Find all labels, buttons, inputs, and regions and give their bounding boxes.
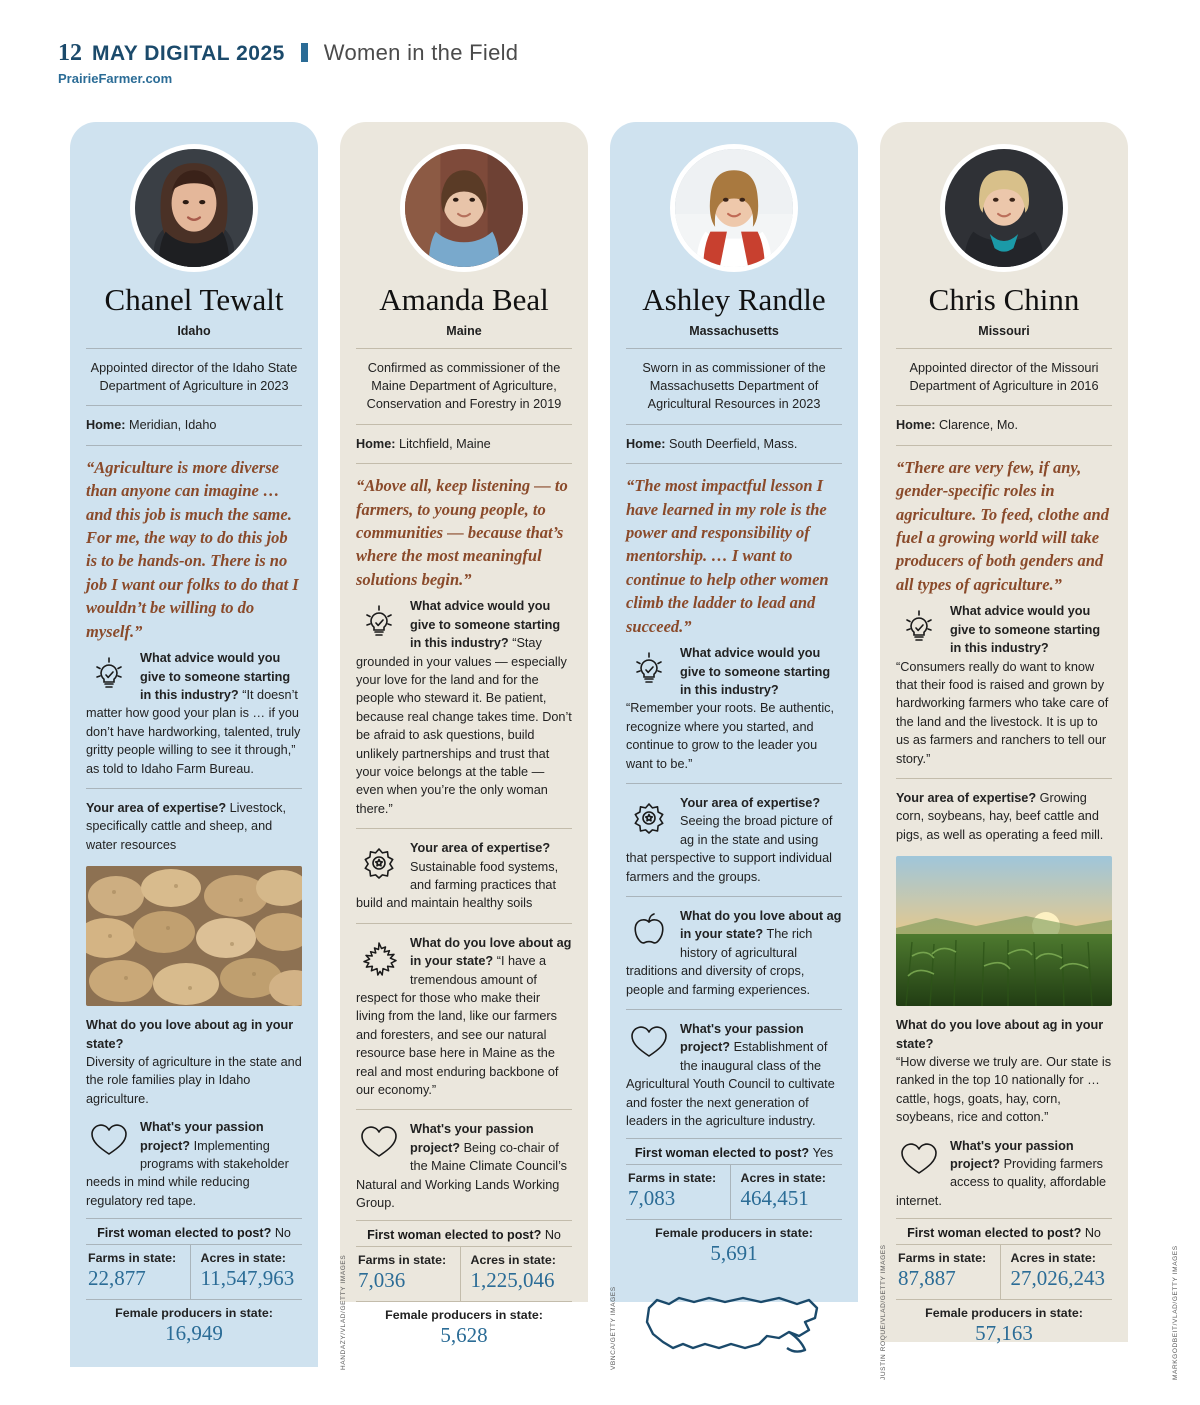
divider-bar bbox=[301, 43, 308, 62]
website-url[interactable]: PrairieFarmer.com bbox=[58, 71, 173, 86]
profile-card-chris-chinn bbox=[880, 122, 1128, 1346]
stats-block bbox=[626, 1138, 842, 1370]
stat-row bbox=[626, 1165, 842, 1219]
qa-advice bbox=[86, 649, 302, 778]
stats-block bbox=[86, 1218, 302, 1350]
page-header bbox=[58, 40, 1148, 86]
pull-quote: “Agriculture is more diverse than anyone can imagine … and this job is much the same. For me, the way to do this job is to be hands-on. There is no job I want our folks to do that I wouldn’t be willing to do myself.” bbox=[86, 457, 299, 641]
female-producers-label: Female producers in state: bbox=[115, 1306, 273, 1321]
female-producers-value: 5,691 bbox=[710, 1241, 758, 1266]
maple-leaf-icon bbox=[356, 936, 402, 982]
home-value: Meridian, Idaho bbox=[129, 418, 217, 433]
issue-label: MAY DIGITAL 2025 bbox=[92, 42, 285, 65]
profile-card-ashley-randle bbox=[610, 122, 858, 1302]
qa-passion bbox=[86, 1118, 302, 1210]
expertise-answer: Seeing the broad picture of ag in the state and using that perspective to support individual farmers and the groups. bbox=[626, 814, 833, 884]
advice-answer: “Consumers really do want to know that their food is raised and grown by hardworking farmers who take care of the land and the livestock. It is up to us as farmers and ranchers to tell our story.” bbox=[896, 659, 1109, 766]
expertise-question: Your area of expertise? bbox=[86, 800, 227, 815]
photo-credit-3: JUSTIN ROQUE/VLAD/GETTY IMAGES bbox=[880, 1244, 887, 1380]
profile-name: Chanel Tewalt bbox=[104, 282, 284, 317]
heart-icon bbox=[896, 1139, 942, 1185]
stat-female-producers bbox=[86, 1300, 302, 1350]
stat-acres bbox=[730, 1165, 843, 1219]
acres-value: 464,451 bbox=[740, 1186, 809, 1211]
qa-advice bbox=[896, 602, 1112, 768]
divider bbox=[626, 424, 842, 425]
qa-advice bbox=[356, 597, 572, 818]
stat-acres bbox=[190, 1245, 303, 1299]
profile-name: Chris Chinn bbox=[928, 282, 1080, 317]
divider bbox=[356, 923, 572, 924]
stat-female-producers bbox=[626, 1220, 842, 1270]
qa-expertise bbox=[356, 839, 572, 913]
lightbulb-icon bbox=[626, 646, 672, 692]
stat-row bbox=[356, 1247, 572, 1301]
stat-acres bbox=[1000, 1245, 1113, 1299]
passion-question: What's your passion project? bbox=[140, 1120, 264, 1153]
female-producers-label: Female producers in state: bbox=[385, 1308, 543, 1323]
female-producers-value: 57,163 bbox=[975, 1321, 1033, 1346]
appointment-text: Appointed director of the Missouri Department of Agriculture in 2016 bbox=[909, 360, 1099, 393]
stats-block bbox=[356, 1220, 572, 1352]
expertise-answer: Sustainable food systems, and farming practices that build and maintain healthy soils bbox=[356, 859, 559, 911]
farms-value: 7,083 bbox=[628, 1186, 676, 1211]
heart-icon bbox=[356, 1122, 402, 1168]
home-label: Home: bbox=[86, 418, 126, 433]
expertise-question: Your area of expertise? bbox=[680, 795, 821, 810]
expertise-answer: Livestock, specifically cattle and sheep, and water resources bbox=[86, 800, 287, 852]
acres-value: 27,026,243 bbox=[1010, 1266, 1105, 1291]
stats-block bbox=[896, 1218, 1112, 1350]
stat-farms bbox=[626, 1165, 730, 1219]
pull-quote: “The most impactful lesson I have learned in my role is the power and responsibility of mentorship. … I want to continue to help other women climb the ladder to lead and succeed.” bbox=[626, 476, 829, 636]
home-value: Clarence, Mo. bbox=[939, 418, 1018, 433]
divider bbox=[896, 348, 1112, 349]
female-producers-value: 5,628 bbox=[440, 1323, 488, 1348]
acres-label: Acres in state: bbox=[1010, 1251, 1096, 1266]
first-woman-line bbox=[896, 1219, 1112, 1244]
passion-question: What's your passion project? bbox=[410, 1122, 534, 1155]
apple-icon bbox=[626, 909, 672, 955]
qa-expertise bbox=[626, 794, 842, 886]
qa-love bbox=[86, 1016, 302, 1108]
potatoes-photo bbox=[86, 866, 302, 1006]
first-woman-line bbox=[356, 1221, 572, 1246]
passion-answer: Providing farmers access to quality, affordable internet. bbox=[896, 1157, 1107, 1208]
photo-credit-1: HANDAZY/VLAD/GETTY IMAGES bbox=[340, 1254, 347, 1370]
divider bbox=[356, 463, 572, 464]
profile-state: Massachusetts bbox=[689, 323, 779, 338]
advice-answer: “Remember your roots. Be authentic, recognize where you started, and continue to grow to the leader you want to be.” bbox=[626, 701, 835, 771]
qa-passion bbox=[896, 1137, 1112, 1211]
love-question: What do you love about ag in your state? bbox=[896, 1018, 1104, 1051]
acres-label: Acres in state: bbox=[470, 1253, 556, 1268]
acres-label: Acres in state: bbox=[740, 1171, 826, 1186]
photo-credit-4: MARKGODBEIT/VLAD/GETTY IMAGES bbox=[1172, 1245, 1179, 1380]
acres-value: 1,225,046 bbox=[470, 1268, 555, 1293]
farms-label: Farms in state: bbox=[88, 1251, 177, 1266]
stat-row bbox=[86, 1245, 302, 1299]
divider bbox=[356, 1109, 572, 1110]
lightbulb-icon bbox=[356, 599, 402, 645]
first-woman-question: First woman elected to post? bbox=[634, 1146, 810, 1161]
stat-farms bbox=[86, 1245, 190, 1299]
love-answer: “I have a tremendous amount of respect for those who make their living from the land, like our farmers and foresters, and see our natural resource base here in Maine as the real and most enduring backbone of our economy.” bbox=[356, 954, 559, 1098]
profile-name: Ashley Randle bbox=[642, 282, 826, 317]
qa-passion bbox=[626, 1020, 842, 1130]
acres-label: Acres in state: bbox=[200, 1251, 286, 1266]
pull-quote: “Above all, keep listening — to farmers, to young people, to communities — because that’s where the most meaningful solutions begin.” bbox=[356, 476, 568, 589]
avatar-wrap bbox=[356, 144, 572, 272]
passion-answer: Being co-chair of the Maine Climate Council’s Natural and Working Lands Working Group. bbox=[356, 1140, 568, 1211]
love-answer: Diversity of agriculture in the state and the role families play in Idaho agriculture. bbox=[86, 1055, 302, 1106]
first-woman-question: First woman elected to post? bbox=[907, 1226, 1082, 1241]
appointment-text: Sworn in as commissioner of the Massachusetts Department of Agricultural Resources in 2023 bbox=[642, 360, 826, 412]
farms-value: 87,887 bbox=[898, 1266, 956, 1291]
stat-farms bbox=[896, 1245, 1000, 1299]
expertise-answer: Growing corn, soybeans, hay, beef cattle and pigs, as well as operating a feed mill. bbox=[896, 790, 1104, 842]
qa-love bbox=[626, 907, 842, 999]
award-badge-icon bbox=[356, 841, 402, 887]
avatar bbox=[400, 144, 528, 272]
qa-advice bbox=[626, 644, 842, 773]
stat-female-producers bbox=[356, 1302, 572, 1352]
avatar-wrap bbox=[626, 144, 842, 272]
first-woman-answer: No bbox=[544, 1228, 561, 1243]
divider bbox=[86, 788, 302, 789]
advice-question: What advice would you give to someone starting in this industry? bbox=[410, 599, 561, 651]
divider bbox=[356, 828, 572, 829]
home-line bbox=[86, 416, 302, 434]
advice-question: What advice would you give to someone starting in this industry? bbox=[140, 651, 291, 702]
love-answer: The rich history of agricultural traditions and diversity of crops, people and farming experiences. bbox=[626, 927, 813, 997]
avatar-wrap bbox=[896, 144, 1112, 272]
qa-love bbox=[356, 934, 572, 1100]
home-line bbox=[626, 435, 842, 453]
divider bbox=[626, 896, 842, 897]
divider bbox=[626, 348, 842, 349]
love-question: What do you love about ag in your state? bbox=[86, 1018, 294, 1051]
heart-icon bbox=[86, 1120, 132, 1166]
home-line bbox=[896, 416, 1112, 434]
advice-answer: “Stay grounded in your values — especially your love for the land and for the people who steward it. Be patient, because real change takes time. Don’t be afraid to ask questions, build unlikely partnerships and trust that your voice belongs at the table — even when you’re the only woman there.” bbox=[356, 636, 572, 816]
passion-answer: Establishment of the inaugural class of the Agricultural Youth Council to cultivate and foster the next generation of leaders in the agriculture industry. bbox=[626, 1040, 835, 1129]
love-question: What do you love about ag in your state? bbox=[410, 935, 572, 969]
profile-name: Amanda Beal bbox=[379, 282, 549, 317]
first-woman-answer: Yes bbox=[812, 1146, 834, 1161]
advice-answer: “It doesn’t matter how good your plan is … if you don’t have hardworking, talented, truly gritty people willing to see it through,” as told to Idaho Farm Bureau. bbox=[86, 687, 301, 776]
farms-value: 22,877 bbox=[88, 1266, 146, 1291]
lightbulb-icon bbox=[86, 651, 132, 697]
female-producers-value: 16,949 bbox=[165, 1321, 223, 1346]
divider bbox=[356, 424, 572, 425]
home-label: Home: bbox=[626, 436, 666, 451]
divider bbox=[356, 348, 572, 349]
qa-expertise bbox=[896, 789, 1112, 844]
farms-label: Farms in state: bbox=[628, 1171, 717, 1186]
passion-answer: Implementing programs with stakeholder needs in mind while reducing regulatory red tape. bbox=[86, 1138, 289, 1208]
divider bbox=[896, 405, 1112, 406]
appointment-text: Appointed director of the Idaho State Department of Agriculture in 2023 bbox=[90, 360, 298, 393]
divider bbox=[86, 348, 302, 349]
divider bbox=[626, 783, 842, 784]
farms-label: Farms in state: bbox=[358, 1253, 447, 1268]
home-line bbox=[356, 435, 572, 453]
first-woman-answer: No bbox=[1084, 1226, 1101, 1241]
avatar bbox=[940, 144, 1068, 272]
appointment-text: Confirmed as commissioner of the Maine Department of Agriculture, Conservation and Forestry in 2019 bbox=[366, 360, 562, 412]
photo-credit-2: VBNCA/GETTY IMAGES bbox=[610, 1286, 617, 1370]
profile-card-chanel-tewalt bbox=[70, 122, 318, 1367]
lightbulb-icon bbox=[896, 604, 942, 650]
avatar-wrap bbox=[86, 144, 302, 272]
love-answer: “How diverse we truly are. Our state is ranked in the top 10 nationally for … cattle, hogs, goats, hay, corn, soybeans, rice and cotton.” bbox=[896, 1054, 1112, 1125]
section-title: Women in the Field bbox=[323, 40, 519, 65]
massachusetts-map-outline bbox=[626, 1278, 842, 1370]
first-woman-line bbox=[86, 1219, 302, 1244]
qa-love bbox=[896, 1016, 1112, 1126]
pull-quote: “There are very few, if any, gender-specific roles in agriculture. To feed, clothe and fuel a growing world will take producers of both genders and all types of agriculture.” bbox=[896, 457, 1109, 594]
farms-label: Farms in state: bbox=[898, 1251, 987, 1266]
heart-icon bbox=[626, 1022, 672, 1068]
female-producers-label: Female producers in state: bbox=[925, 1306, 1083, 1321]
first-woman-question: First woman elected to post? bbox=[97, 1226, 272, 1241]
award-badge-icon bbox=[626, 796, 672, 842]
home-value: South Deerfield, Mass. bbox=[669, 436, 798, 451]
profile-state: Maine bbox=[446, 323, 482, 338]
divider bbox=[626, 463, 842, 464]
avatar bbox=[670, 144, 798, 272]
qa-expertise bbox=[86, 799, 302, 854]
advice-question: What advice would you give to someone starting in this industry? bbox=[680, 646, 831, 697]
acres-value: 11,547,963 bbox=[200, 1266, 295, 1291]
page-number: 12 bbox=[58, 40, 82, 66]
advice-question: What advice would you give to someone starting in this industry? bbox=[950, 604, 1101, 656]
cornfield-sunset-photo bbox=[896, 856, 1112, 1006]
profile-state: Missouri bbox=[978, 323, 1030, 338]
home-label: Home: bbox=[896, 418, 936, 433]
passion-question: What's your passion project? bbox=[950, 1138, 1074, 1172]
farms-value: 7,036 bbox=[358, 1268, 406, 1293]
divider bbox=[896, 778, 1112, 779]
divider bbox=[896, 445, 1112, 446]
female-producers-label: Female producers in state: bbox=[655, 1226, 813, 1241]
love-question: What do you love about ag in your state? bbox=[680, 909, 842, 942]
first-woman-line bbox=[626, 1139, 842, 1164]
expertise-question: Your area of expertise? bbox=[410, 841, 551, 856]
stat-acres bbox=[460, 1247, 573, 1301]
home-label: Home: bbox=[356, 436, 396, 451]
home-value: Litchfield, Maine bbox=[399, 436, 491, 451]
qa-passion bbox=[356, 1120, 572, 1212]
stat-female-producers bbox=[896, 1300, 1112, 1350]
stat-row bbox=[896, 1245, 1112, 1299]
header-line bbox=[58, 40, 1148, 67]
stat-farms bbox=[356, 1247, 460, 1301]
profile-state: Idaho bbox=[177, 323, 211, 338]
avatar bbox=[130, 144, 258, 272]
first-woman-answer: No bbox=[274, 1226, 291, 1241]
divider bbox=[86, 445, 302, 446]
divider bbox=[626, 1009, 842, 1010]
expertise-question: Your area of expertise? bbox=[896, 790, 1037, 805]
passion-question: What's your passion project? bbox=[680, 1022, 804, 1055]
first-woman-question: First woman elected to post? bbox=[367, 1228, 542, 1243]
divider bbox=[86, 405, 302, 406]
